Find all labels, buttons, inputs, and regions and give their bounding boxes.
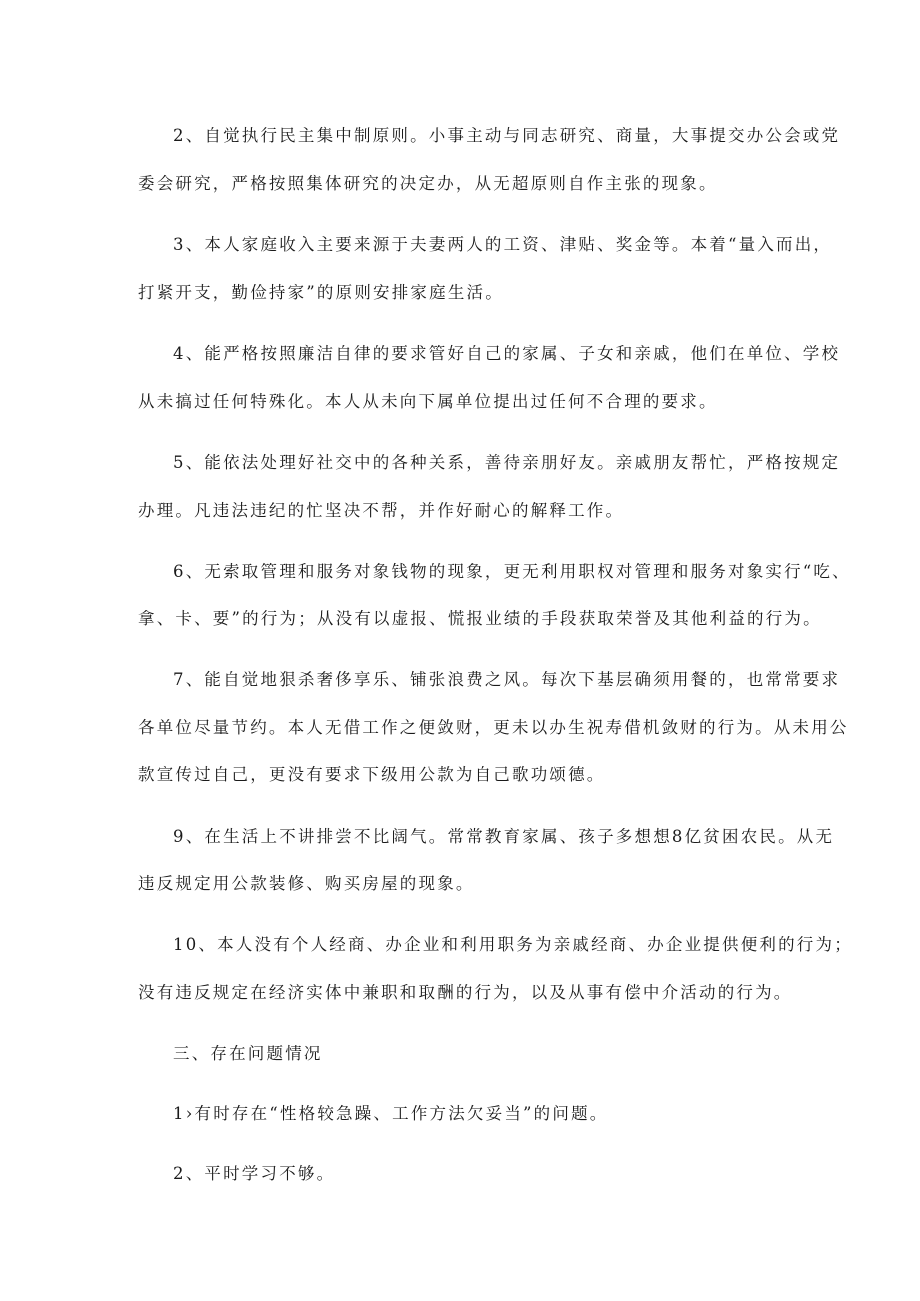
paragraph-5-line-2: 办理。凡违法违纪的忙坚决不帮，并作好耐心的解释工作。 — [138, 501, 625, 520]
paragraph-10-line-1: 10、本人没有个人经商、办企业和利用职务为亲戚经商、办企业提供便利的行为； — [173, 935, 853, 954]
paragraph-3-line-1: 3、本人家庭收入主要来源于夫妻两人的工资、津贴、奖金等。本着“量入而出， — [173, 235, 833, 254]
paragraph-3-line-2: 打紧开支，勤俭持家”的原则安排家庭生活。 — [138, 283, 504, 302]
paragraph-6-line-2: 拿、卡、要”的行为；从没有以虚报、慌报业绩的手段获取荣誉及其他利益的行为。 — [138, 609, 822, 628]
paragraph-4-line-1: 4、能严格按照廉洁自律的要求管好自己的家属、子女和亲戚，他们在单位、学校 — [173, 344, 841, 363]
paragraph-6-line-1: 6、无索取管理和服务对象钱物的现象，更无利用职权对管理和服务对象实行“吃、 — [173, 562, 851, 581]
section-heading-problems: 三、存在问题情况 — [173, 1044, 323, 1063]
paragraph-7-line-1: 7、能自觉地狠杀奢侈享乐、铺张浪费之风。每次下基层确须用餐的，也常常要求 — [173, 670, 841, 689]
paragraph-2-line-2: 委会研究，严格按照集体研究的决定办，从无超原则自作主张的现象。 — [138, 174, 718, 193]
paragraph-4-line-2: 从未搞过任何特殊化。本人从未向下属单位提出过任何不合理的要求。 — [138, 392, 718, 411]
paragraph-5-line-1: 5、能依法处理好社交中的各种关系，善待亲朋好友。亲戚朋友帮忙，严格按规定 — [173, 453, 841, 472]
problem-item-1: 1›有时存在“性格较急躁、工作方法欠妥当”的问题。 — [173, 1104, 609, 1123]
paragraph-7-line-2: 各单位尽量节约。本人无借工作之便敛财，更未以办生祝寿借机敛财的行为。从未用公 — [138, 718, 849, 737]
paragraph-9-line-1: 9、在生活上不讲排尝不比阔气。常常教育家属、孩子多想想8亿贫困农民。从无 — [173, 827, 835, 846]
paragraph-10-line-2: 没有违反规定在经济实体中兼职和取酬的行为，以及从事有偿中介活动的行为。 — [138, 983, 793, 1002]
problem-item-2: 2、平时学习不够。 — [173, 1164, 336, 1183]
paragraph-2-line-1: 2、自觉执行民主集中制原则。小事主动与同志研究、商量，大事提交办公会或党 — [173, 126, 841, 145]
paragraph-7-line-3: 款宣传过自己，更没有要求下级用公款为自己歌功颂德。 — [138, 765, 606, 784]
paragraph-9-line-2: 违反规定用公款装修、购买房屋的现象。 — [138, 874, 475, 893]
